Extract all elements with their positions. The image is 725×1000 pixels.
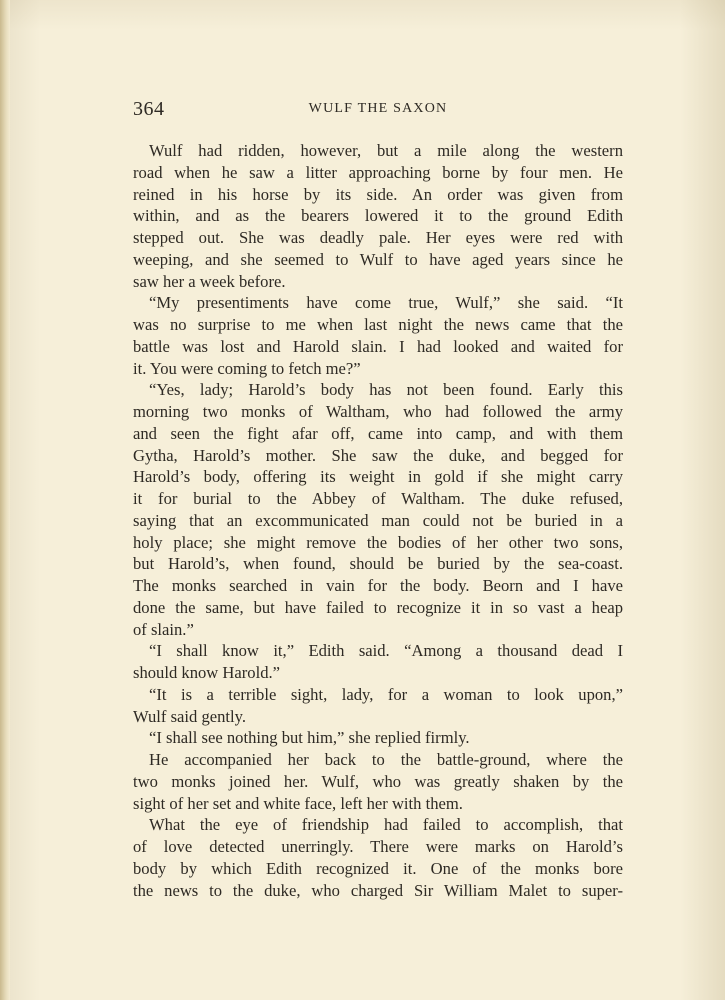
- text-line: Gytha, Harold’s mother. She saw the duke, and begged for: [133, 445, 623, 465]
- text-line: it for burial to the Abbey of Waltham. The duke refused,: [133, 489, 623, 508]
- text-line: “I shall know it,” Edith said. “Among a thousand dead I: [149, 641, 623, 661]
- text-line: “Yes, lady; Harold’s body has not been found. Early this: [149, 380, 623, 400]
- text-line: holy place; she might remove the bodies of her other two sons,: [133, 532, 623, 552]
- text-line: should know Harold.”: [133, 663, 281, 682]
- text-line: saying that an excommunicated man could not be buried in a: [133, 510, 623, 530]
- text-line: was no surprise to me when last night the news came that the: [133, 315, 623, 334]
- body-text: [133, 140, 623, 901]
- text-line: The monks searched in vain for the body. Beorn and I have: [133, 576, 623, 595]
- running-head: WULF THE SAXON: [308, 101, 448, 116]
- text-line: it. You were coming to fetch me?”: [133, 358, 361, 378]
- text-line: weeping, and she seemed to Wulf to have aged years since he: [133, 249, 623, 269]
- text-line: “It is a terrible sight, lady, for a woman to look upon,”: [149, 684, 623, 704]
- text-line: reined in his horse by its side. An order was given from: [133, 184, 623, 204]
- text-line: saw her a week before.: [133, 271, 286, 291]
- text-line: of love detected unerringly. There were marks on Harold’s: [133, 837, 623, 856]
- text-line: and seen the fight afar off, came into camp, and with them: [133, 423, 623, 443]
- text-line: Wulf said gently.: [133, 706, 247, 726]
- page-header: [133, 98, 623, 124]
- text-line: battle was lost and Harold slain. I had looked and waited for: [133, 336, 623, 356]
- text-line: of slain.”: [133, 619, 194, 639]
- text-line: road when he saw a litter approaching borne by four men. He: [133, 162, 623, 182]
- text-line: two monks joined her. Wulf, who was greatly shaken by the: [133, 771, 623, 791]
- text-line: morning two monks of Waltham, who had followed the army: [133, 402, 623, 421]
- text-line: done the same, but have failed to recognize it in so vast a heap: [133, 597, 623, 617]
- text-line: but Harold’s, when found, should be buried by the sea-coast.: [133, 554, 623, 574]
- text-line: within, and as the bearers lowered it to the ground Edith: [133, 206, 623, 226]
- page-gutter: [0, 0, 10, 1000]
- text-line: body by which Edith recognized it. One of the monks bore: [133, 858, 623, 878]
- text-line: What the eye of friendship had failed to accomplish, that: [149, 815, 623, 835]
- text-line: Wulf had ridden, however, but a mile along the western: [149, 141, 623, 160]
- text-line: “My presentiments have come true, Wulf,” she said. “It: [149, 293, 623, 313]
- page-number: 364: [133, 98, 165, 120]
- text-line: stepped out. She was deadly pale. Her eyes were red with: [133, 228, 623, 247]
- text-line: the news to the duke, who charged Sir William Malet to super-: [133, 880, 623, 900]
- text-line: He accompanied her back to the battle-ground, where the: [149, 750, 623, 769]
- text-line: sight of her set and white face, left her with them.: [133, 793, 463, 813]
- text-line: “I shall see nothing but him,” she replied firmly.: [149, 728, 470, 748]
- text-line: Harold’s body, offering its weight in gold if she might carry: [133, 467, 623, 487]
